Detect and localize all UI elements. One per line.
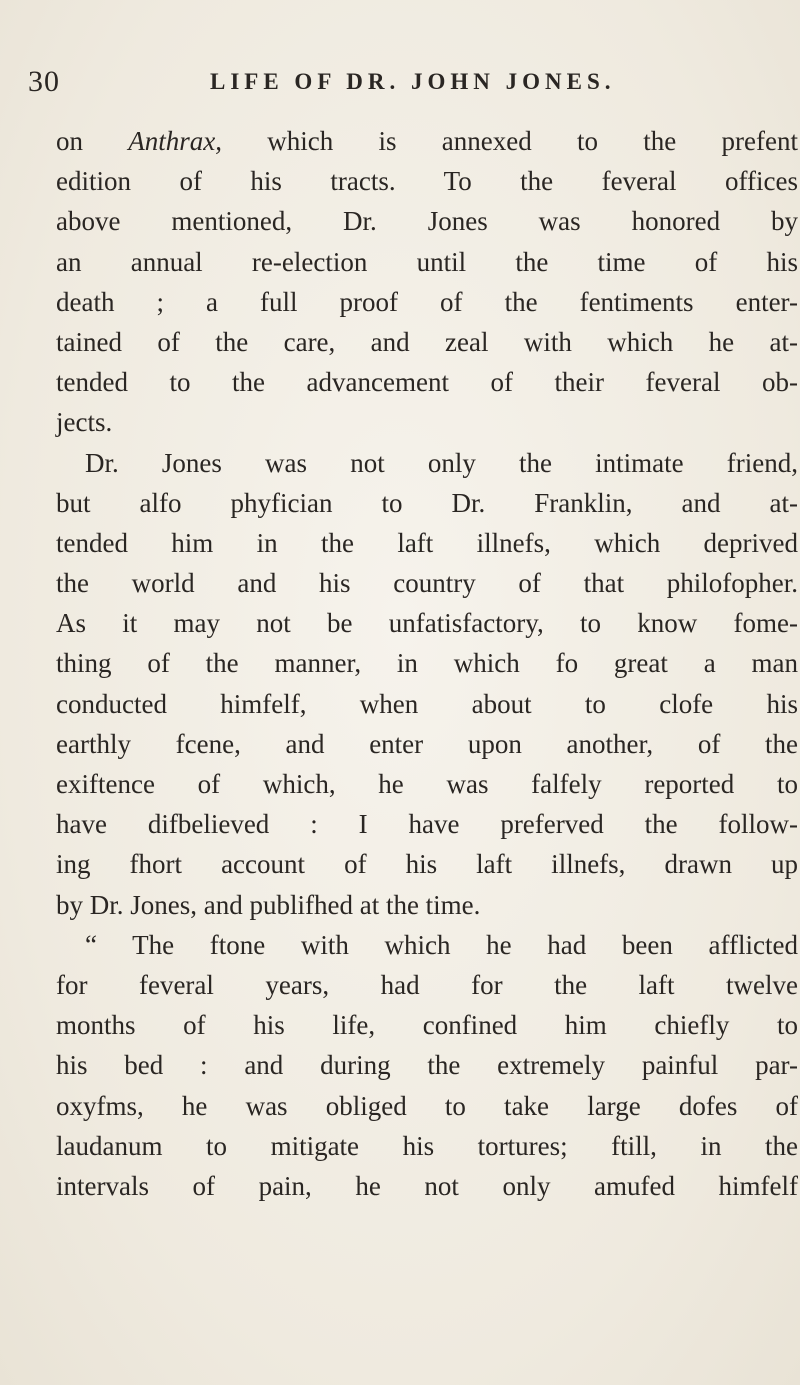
running-head [28,62,768,102]
running-title: LIFE OF DR. JOHN JONES. [210,69,616,94]
text-line: tained of the care, and zeal with which he at- [56,326,798,357]
text-line: ing fhort account of his laft illnefs, drawn up [56,849,798,880]
text-line: “ The ftone with which he had been afflicted [85,929,798,960]
text-line: by Dr. Jones, and publifhed at the time. [56,889,481,920]
text-line: conducted himfelf, when about to clofe his [56,688,798,719]
text-line: an annual re-election until the time of his [56,246,798,277]
text-line [56,121,798,161]
text-line: laudanum to mitigate his tortures; ftill, in the [56,1130,798,1161]
text-line: intervals of pain, he not only amufed himfelf [56,1170,798,1201]
text-line: jects. [56,407,113,438]
text-line: edition of his tracts. To the feveral offices [56,166,798,197]
italic-term: Anthrax, [128,126,223,156]
page-number: 30 [28,65,60,98]
text-line: but alfo phyfician to Dr. Franklin, and at- [56,487,798,518]
text-line: tended to the advancement of their feveral ob- [56,367,798,398]
text-line: thing of the manner, in which fo great a man [56,648,798,679]
text-line: earthly fcene, and enter upon another, of the [56,728,798,759]
text-line: death ; a full proof of the fentiments enter- [56,286,798,317]
text-line: have difbelieved : I have preferved the follow- [56,809,798,840]
body-text [56,121,798,1206]
text-line: exiftence of which, he was falfely reported to [56,769,798,799]
text-line: oxyfms, he was obliged to take large dofes of [56,1090,798,1121]
text-run: on [56,126,129,156]
text-run: which is annexed to the prefent [222,126,798,156]
text-line: the world and his country of that philofopher. [56,568,798,599]
text-line: tended him in the laft illnefs, which deprived [56,527,798,558]
text-line: months of his life, confined him chiefly to [56,1010,798,1041]
text-line: As it may not be unfatisfactory, to know fome- [56,608,798,639]
text-line: Dr. Jones was not only the intimate friend, [85,447,798,478]
text-line: above mentioned, Dr. Jones was honored by [56,206,798,237]
text-line: for feveral years, had for the laft twelve [56,969,798,1000]
text-line: his bed : and during the extremely painful par- [56,1050,798,1081]
